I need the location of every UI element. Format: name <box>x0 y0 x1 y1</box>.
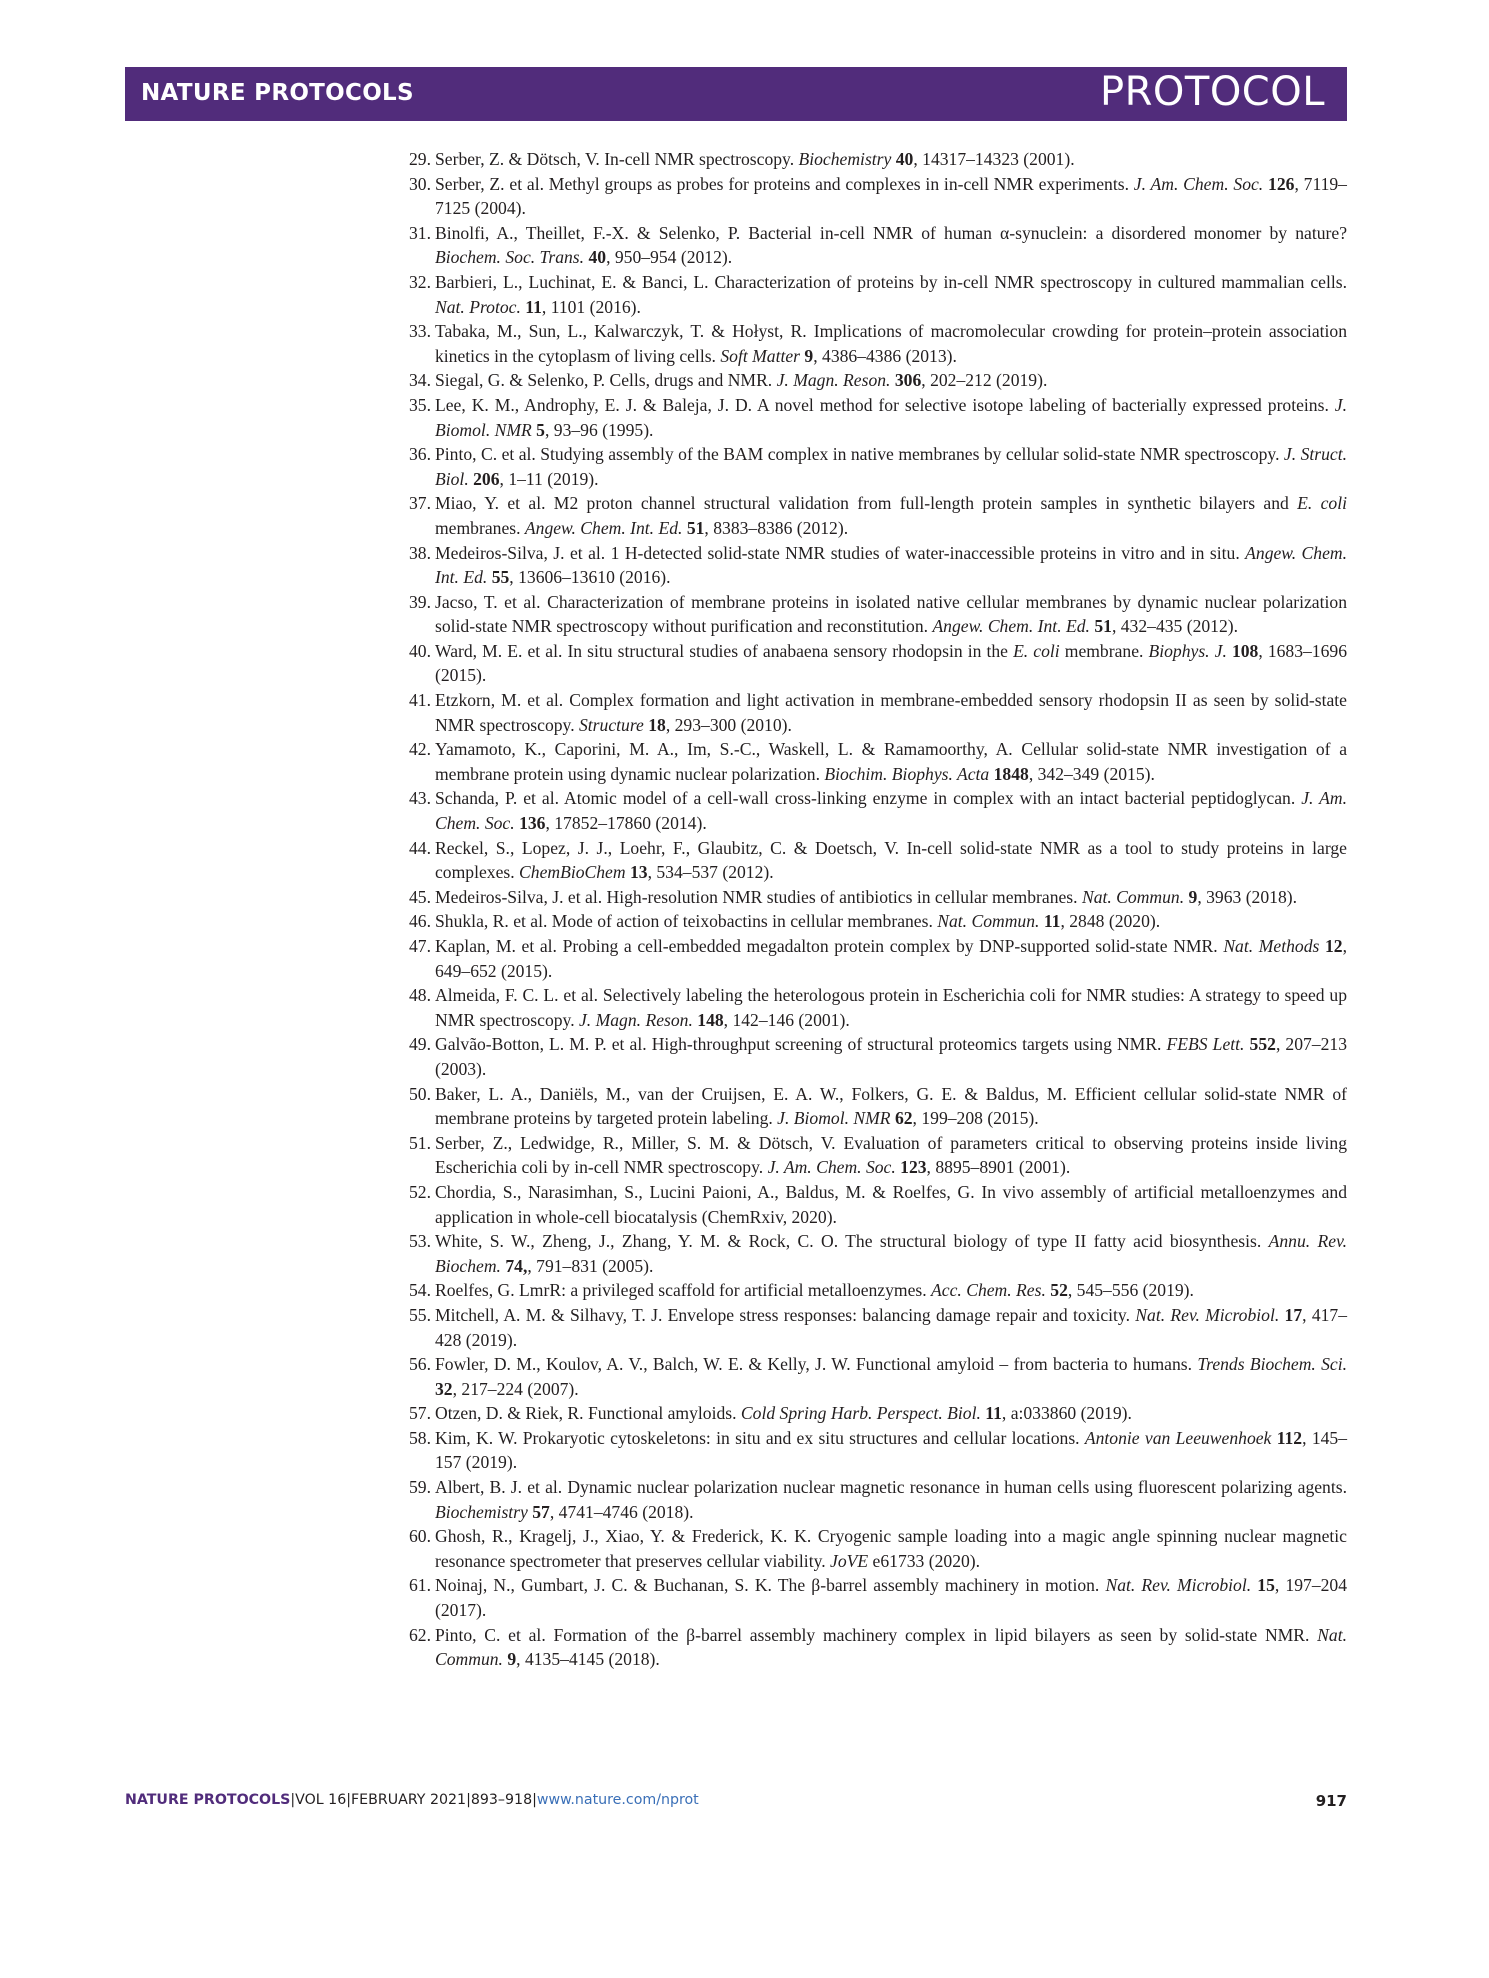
reference-item <box>395 147 1347 172</box>
reference-number: 35. <box>409 394 431 415</box>
reference-text: , 3963 (2018). <box>1197 886 1297 907</box>
reference-text: , 1101 (2016). <box>541 296 641 317</box>
reference-item <box>395 786 1347 835</box>
reference-item <box>395 1352 1347 1401</box>
reference-number: 57. <box>409 1403 431 1424</box>
volume-number: 12 <box>1325 936 1343 956</box>
journal-title: Biochim. Biophys. Acta <box>824 763 990 784</box>
reference-text: , 1683–1696 (2015). <box>435 640 1347 686</box>
reference-text: , 950–954 (2012). <box>606 247 733 268</box>
reference-item <box>395 885 1347 910</box>
volume-number: 15 <box>1257 1575 1275 1596</box>
reference-text: Galvão-Botton, L. M. P. et al. High-throughput screening of structural proteomics targets using NMR. <box>435 1034 1167 1055</box>
journal-title: Nat. Rev. Microbiol. <box>1105 1575 1252 1596</box>
reference-number: 36. <box>409 444 431 465</box>
reference-text: Albert, B. J. et al. Dynamic nuclear polarization nuclear magnetic resonance in human cells using fluorescent polarizing agents. <box>435 1477 1347 1498</box>
volume-number: 52 <box>1050 1280 1068 1301</box>
reference-text: , 4386–4386 (2013). <box>813 345 957 366</box>
reference-number: 44. <box>409 837 431 858</box>
volume-number: 40 <box>588 247 607 268</box>
journal-title: Nat. Commun. <box>1081 886 1185 907</box>
reference-text: Serber, Z., Ledwidge, R., Miller, S. M. & Dötsch, V. Evaluation of parameters critical to observing proteins inside living Escherichia coli by in-cell NMR spectroscopy. <box>435 1132 1347 1178</box>
reference-item <box>395 1082 1347 1131</box>
reference-text: Jacso, T. et al. Characterization of membrane proteins in isolated native cellular membranes by dynamic nuclear polarization solid-state NMR spectroscopy without purification and reconstitution. <box>435 591 1347 637</box>
reference-number: 41. <box>409 690 431 711</box>
volume-number: 17 <box>1284 1304 1303 1325</box>
reference-number: 48. <box>409 985 431 1006</box>
reference-text: , 197–204 (2017). <box>435 1575 1348 1621</box>
article-type: PROTOCOL <box>1099 69 1325 115</box>
volume-number: 126 <box>1268 173 1295 194</box>
reference-text: membrane. <box>1059 640 1149 661</box>
volume-number: 55 <box>491 567 510 588</box>
reference-text: , 202–212 (2019). <box>921 370 1048 391</box>
volume-number: 9 <box>507 1649 517 1670</box>
reference-item <box>395 393 1347 442</box>
volume-number: 13 <box>629 862 648 883</box>
reference-item <box>395 590 1347 639</box>
reference-text: membranes. <box>435 517 525 538</box>
reference-text: Medeiros-Silva, J. et al. 1 H-detected solid-state NMR studies of water-inaccessible proteins in vitro and in situ. <box>435 542 1246 563</box>
reference-text: e61733 (2020). <box>868 1550 981 1571</box>
journal-title: J. Struct. Biol. <box>435 444 1347 489</box>
reference-text: Miao, Y. et al. M2 proton channel structural validation from full-length protein samples in synthetic bilayers and <box>435 493 1298 514</box>
footer-separator: | <box>346 1792 352 1808</box>
footer-issue-date: FEBRUARY 2021 <box>351 1792 467 1808</box>
reference-item <box>395 688 1347 737</box>
reference-item <box>395 541 1347 590</box>
journal-title: Nat. Rev. Microbiol. <box>1135 1304 1280 1325</box>
reference-item <box>395 1032 1347 1081</box>
journal-title: JoVE <box>830 1550 869 1571</box>
reference-text: Serber, Z. et al. Methyl groups as probes for proteins and complexes in in-cell NMR experiments. <box>435 173 1134 194</box>
reference-item <box>395 934 1347 983</box>
journal-title: Nat. Protoc. <box>435 296 521 317</box>
reference-item <box>395 1524 1347 1573</box>
reference-text: Otzen, D. & Riek, R. Functional amyloids. <box>435 1403 741 1424</box>
journal-header-bar <box>125 67 1347 121</box>
reference-number: 42. <box>409 739 431 760</box>
reference-item <box>395 639 1347 688</box>
reference-text: Kim, K. W. Prokaryotic cytoskeletons: in situ and ex situ structures and cellular locations. <box>435 1427 1085 1448</box>
journal-title: Nat. Methods <box>1223 936 1320 956</box>
reference-text: Pinto, C. et al. Studying assembly of the BAM complex in native membranes by cellular solid-state NMR spectroscopy. <box>435 444 1284 465</box>
reference-item <box>395 1303 1347 1352</box>
reference-text: Fowler, D. M., Koulov, A. V., Balch, W. E. & Kelly, J. W. Functional amyloid – from bacteria to humans. <box>435 1354 1198 1375</box>
reference-text: , a:033860 (2019). <box>1001 1403 1132 1424</box>
reference-item <box>395 319 1347 368</box>
reference-item <box>395 1426 1347 1475</box>
footer-separator: | <box>290 1792 296 1808</box>
reference-number: 56. <box>409 1354 431 1375</box>
volume-number: 112 <box>1276 1427 1303 1448</box>
reference-number: 43. <box>409 788 431 809</box>
reference-text: Noinaj, N., Gumbart, J. C. & Buchanan, S. K. The β-barrel assembly machinery in motion. <box>435 1575 1106 1596</box>
journal-title: Biophys. J. <box>1148 640 1227 661</box>
reference-text: Almeida, F. C. L. et al. Selectively labeling the heterologous protein in Escherichia coli for NMR studies: A strategy to speed up NMR spectroscopy. <box>435 985 1347 1030</box>
reference-number: 47. <box>409 936 431 956</box>
reference-text: , 207–213 (2003). <box>435 1034 1348 1079</box>
journal-title: E. coli <box>1013 640 1060 661</box>
volume-number: 9 <box>1188 886 1198 907</box>
volume-number: 18 <box>648 714 666 735</box>
reference-text: Roelfes, G. LmrR: a privileged scaffold for artificial metalloenzymes. <box>435 1280 932 1301</box>
journal-title: J. Am. Chem. Soc. <box>1133 173 1264 194</box>
reference-number: 39. <box>409 591 431 612</box>
reference-number: 38. <box>409 542 431 563</box>
journal-title: Biochemistry <box>435 1501 528 1522</box>
reference-text: , 217–224 (2007). <box>452 1378 579 1399</box>
reference-text: , 1–11 (2019). <box>499 468 599 489</box>
reference-number: 50. <box>409 1083 431 1104</box>
reference-number: 59. <box>409 1477 431 1498</box>
reference-text: , 2848 (2020). <box>1060 911 1161 932</box>
volume-number: 123 <box>900 1157 927 1178</box>
reference-number: 60. <box>409 1526 431 1547</box>
reference-item <box>395 737 1347 786</box>
reference-text: , 4135–4145 (2018). <box>516 1649 660 1670</box>
reference-text: Chordia, S., Narasimhan, S., Lucini Paioni, A., Baldus, M. & Roelfes, G. In vivo assembly of artificial metalloenzymes and application in whole-cell biocatalysis (ChemRxiv, 2020). <box>435 1181 1347 1227</box>
reference-number: 37. <box>409 493 431 514</box>
journal-title: Soft Matter <box>720 345 801 366</box>
reference-item <box>395 172 1347 221</box>
volume-number: 11 <box>1043 911 1061 932</box>
footer-url-link[interactable]: www.nature.com/nprot <box>536 1792 699 1808</box>
footer-separator: | <box>532 1792 537 1808</box>
reference-number: 46. <box>409 911 431 932</box>
volume-number: 11 <box>985 1403 1002 1424</box>
reference-text: , 417–428 (2019). <box>435 1304 1348 1350</box>
reference-text: , 8383–8386 (2012). <box>704 517 849 538</box>
volume-number: 57 <box>532 1501 550 1522</box>
journal-title: J. Biomol. NMR <box>435 394 1347 440</box>
page-footer <box>125 1792 1347 1816</box>
reference-text: Reckel, S., Lopez, J. J., Loehr, F., Glaubitz, C. & Doetsch, V. In-cell solid-state NMR as a tool to study proteins in large complexes. <box>435 837 1347 883</box>
reference-text: , 13606–13610 (2016). <box>509 567 671 588</box>
reference-number: 45. <box>409 886 431 907</box>
footer-citation <box>125 1792 699 1808</box>
reference-text: Lee, K. M., Androphy, E. J. & Baleja, J. D. A novel method for selective isotope labeling of bacterially expressed proteins. <box>435 394 1335 415</box>
volume-number: 62 <box>894 1108 913 1129</box>
reference-list <box>395 147 1347 1672</box>
reference-text: Shukla, R. et al. Mode of action of teixobactins in cellular membranes. <box>435 911 938 932</box>
reference-text: , 545–556 (2019). <box>1067 1280 1194 1301</box>
reference-text: , 93–96 (1995). <box>544 419 654 440</box>
journal-title: J. Magn. Reson. <box>776 370 891 391</box>
volume-number: 9 <box>804 345 814 366</box>
reference-text: , 342–349 (2015). <box>1028 763 1155 784</box>
journal-title: Biochem. Soc. Trans. <box>435 247 585 268</box>
journal-title: J. Am. Chem. Soc. <box>435 788 1347 834</box>
reference-item <box>395 491 1347 540</box>
volume-number: 1848 <box>993 763 1029 784</box>
reference-text: Binolfi, A., Theillet, F.-X. & Selenko, P. Bacterial in-cell NMR of human α-synuclein: a disordered monomer by nature? <box>435 222 1347 243</box>
journal-name: NATURE PROTOCOLS <box>141 80 414 106</box>
reference-item <box>395 983 1347 1032</box>
journal-title: ChemBioChem <box>519 862 626 883</box>
reference-number: 52. <box>409 1181 431 1202</box>
reference-text: , 293–300 (2010). <box>665 714 792 735</box>
reference-number: 51. <box>409 1132 431 1153</box>
reference-number: 62. <box>409 1624 431 1645</box>
reference-text: Tabaka, M., Sun, L., Kalwarczyk, T. & Hołyst, R. Implications of macromolecular crowding for protein–protein association kinetics in the cytoplasm of living cells. <box>435 321 1347 366</box>
volume-number: 74, <box>505 1255 528 1276</box>
reference-text: Yamamoto, K., Caporini, M. A., Im, S.-C., Waskell, L. & Ramamoorthy, A. Cellular solid-state NMR investigation of a membrane protein using dynamic nuclear polarization. <box>435 739 1347 784</box>
reference-item <box>395 1131 1347 1180</box>
reference-text: Baker, L. A., Daniëls, M., van der Cruijsen, E. A. W., Folkers, G. E. & Baldus, M. Efficient cellular solid-state NMR of membrane proteins by targeted protein labeling. <box>435 1083 1347 1129</box>
volume-number: 51 <box>686 517 705 538</box>
reference-item <box>395 270 1347 319</box>
reference-text: , 8895–8901 (2001). <box>926 1157 1071 1178</box>
reference-item <box>395 368 1347 393</box>
reference-text: Kaplan, M. et al. Probing a cell-embedded megadalton protein complex by DNP-supported solid-state NMR. <box>435 936 1224 956</box>
reference-text: , 145–157 (2019). <box>435 1427 1348 1473</box>
reference-text: Mitchell, A. M. & Silhavy, T. J. Envelope stress responses: balancing damage repair and toxicity. <box>435 1304 1136 1325</box>
reference-item <box>395 1180 1347 1229</box>
reference-number: 40. <box>409 640 431 661</box>
volume-number: 32 <box>435 1378 453 1399</box>
reference-item <box>395 1278 1347 1303</box>
reference-text: , 4741–4746 (2018). <box>549 1501 694 1522</box>
reference-item <box>395 836 1347 885</box>
footer-volume: VOL 16 <box>295 1792 347 1808</box>
reference-text: , 534–537 (2012). <box>647 862 774 883</box>
reference-text: Ghosh, R., Kragelj, J., Xiao, Y. & Frederick, K. K. Cryogenic sample loading into a magic angle spinning nuclear magnetic resonance spectrometer that preserves cellular viability. <box>435 1526 1347 1571</box>
volume-number: 51 <box>1094 616 1112 637</box>
page-number: 917 <box>1315 1792 1347 1810</box>
reference-number: 49. <box>409 1034 431 1055</box>
journal-title: Angew. Chem. Int. Ed. <box>524 517 683 538</box>
journal-title: FEBS Lett. <box>1166 1034 1245 1055</box>
reference-text: , 142–146 (2001). <box>723 1009 850 1030</box>
journal-title: Biochemistry <box>798 149 892 169</box>
journal-title: J. Magn. Reson. <box>579 1009 693 1030</box>
reference-item <box>395 909 1347 934</box>
journal-title: Structure <box>579 714 644 735</box>
journal-title: Cold Spring Harb. Perspect. Biol. <box>740 1403 981 1424</box>
journal-title: Acc. Chem. Res. <box>931 1280 1046 1301</box>
footer-separator: | <box>466 1792 471 1808</box>
reference-text: Etzkorn, M. et al. Complex formation and light activation in membrane-embedded sensory rhodopsin II as seen by solid-state NMR spectroscopy. <box>435 690 1347 735</box>
reference-item <box>395 442 1347 491</box>
journal-title: Angew. Chem. Int. Ed. <box>932 616 1090 637</box>
journal-title: E. coli <box>1297 493 1347 514</box>
journal-title: Trends Biochem. Sci. <box>1197 1354 1347 1375</box>
reference-text: Serber, Z. & Dötsch, V. In-cell NMR spectroscopy. <box>435 149 799 169</box>
footer-pages: 893–918 <box>470 1792 533 1808</box>
reference-number: 34. <box>409 370 431 391</box>
reference-number: 29. <box>409 149 431 169</box>
reference-text: White, S. W., Zheng, J., Zhang, Y. M. & Rock, C. O. The structural biology of type II fatty acid biosynthesis. <box>435 1231 1269 1252</box>
reference-text: Siegal, G. & Selenko, P. Cells, drugs and NMR. <box>435 370 777 391</box>
reference-number: 32. <box>409 271 431 292</box>
volume-number: 108 <box>1231 640 1259 661</box>
reference-number: 53. <box>409 1231 431 1252</box>
reference-text: Pinto, C. et al. Formation of the β-barrel assembly machinery complex in lipid bilayers as seen by solid-state NMR. <box>435 1624 1318 1645</box>
journal-title: Nat. Commun. <box>937 911 1040 932</box>
volume-number: 306 <box>894 370 922 391</box>
footer-journal: NATURE PROTOCOLS <box>125 1792 291 1808</box>
reference-item <box>395 1573 1347 1622</box>
reference-text: Schanda, P. et al. Atomic model of a cell-wall cross-linking enzyme in complex with an intact bacterial peptidoglycan. <box>435 788 1302 809</box>
reference-item <box>395 1623 1347 1672</box>
reference-text: , 791–831 (2005). <box>527 1255 654 1276</box>
reference-text: Ward, M. E. et al. In situ structural studies of anabaena sensory rhodopsin in the <box>435 640 1014 661</box>
reference-number: 61. <box>409 1575 431 1596</box>
volume-number: 11 <box>525 296 542 317</box>
volume-number: 552 <box>1249 1034 1276 1055</box>
journal-title: J. Am. Chem. Soc. <box>767 1157 896 1178</box>
reference-item <box>395 1229 1347 1278</box>
reference-text: , 432–435 (2012). <box>1111 616 1239 637</box>
reference-text: , 7119–7125 (2004). <box>435 173 1347 219</box>
reference-text: , 649–652 (2015). <box>435 936 1347 981</box>
reference-text: Medeiros-Silva, J. et al. High-resolution NMR studies of antibiotics in cellular membranes. <box>435 886 1082 907</box>
journal-title: Nat. Commun. <box>435 1624 1347 1670</box>
reference-item <box>395 221 1347 270</box>
volume-number: 206 <box>473 468 500 489</box>
reference-number: 58. <box>409 1427 431 1448</box>
volume-number: 148 <box>697 1009 724 1030</box>
reference-number: 30. <box>409 173 431 194</box>
volume-number: 5 <box>536 419 545 440</box>
reference-item <box>395 1475 1347 1524</box>
reference-number: 33. <box>409 321 431 342</box>
reference-text: , 14317–14323 (2001). <box>913 149 1075 169</box>
reference-number: 54. <box>409 1280 431 1301</box>
reference-text: , 199–208 (2015). <box>912 1108 1039 1129</box>
volume-number: 136 <box>519 813 546 834</box>
journal-title: J. Biomol. NMR <box>777 1108 891 1129</box>
journal-title: Antonie van Leeuwenhoek <box>1084 1427 1272 1448</box>
reference-number: 31. <box>409 222 431 243</box>
journal-title: Angew. Chem. Int. Ed. <box>435 542 1348 588</box>
reference-item <box>395 1401 1347 1426</box>
reference-text: Barbieri, L., Luchinat, E. & Banci, L. Characterization of proteins by in-cell NMR spectroscopy in cultured mammalian cells. <box>435 271 1347 292</box>
volume-number: 40 <box>895 149 914 169</box>
reference-number: 55. <box>409 1304 431 1325</box>
reference-text: , 17852–17860 (2014). <box>545 813 707 834</box>
journal-title: Annu. Rev. Biochem. <box>435 1231 1347 1276</box>
